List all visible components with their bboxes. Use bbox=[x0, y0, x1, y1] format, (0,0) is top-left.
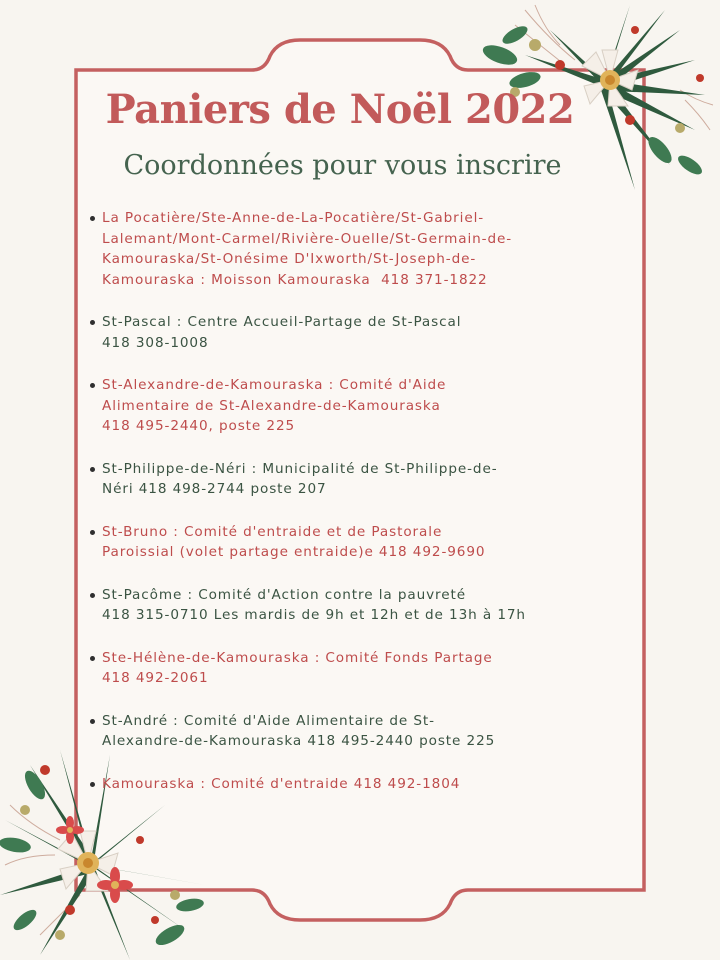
entry-line: St-Pascal : Centre Accueil-Partage de St-Pascal bbox=[102, 314, 462, 330]
entry-line: Néri 418 498-2744 poste 207 bbox=[102, 481, 327, 497]
entry-line: Paroissial (volet partage entraide)e 418 492-9690 bbox=[102, 544, 486, 560]
entry-line: St-Bruno : Comité d'entraide et de Pastorale bbox=[102, 523, 443, 540]
list-item bbox=[102, 312, 650, 353]
list-item bbox=[102, 522, 650, 563]
entry-line: Lalemant/Mont-Carmel/Rivière-Ouelle/St-Germain-de- bbox=[102, 230, 513, 247]
entry-line: 418 492-2061 bbox=[102, 670, 209, 686]
list-item bbox=[102, 585, 650, 626]
entry-line: Kamouraska/St-Onésime D'Ixworth/St-Joseph-de- bbox=[102, 251, 477, 267]
entry-line: St-Philippe-de-Néri : Municipalité de St-Philippe-de- bbox=[102, 460, 498, 477]
entry-line: Alexandre-de-Kamouraska 418 495-2440 poste 225 bbox=[102, 733, 496, 749]
entry-line: Kamouraska : Moisson Kamouraska 418 371-1822 bbox=[102, 271, 488, 288]
entry-line: St-André : Comité d'Aide Alimentaire de St- bbox=[102, 712, 435, 729]
entry-line: La Pocatière/Ste-Anne-de-La-Pocatière/St-Gabriel- bbox=[102, 210, 485, 226]
list-item bbox=[102, 711, 650, 752]
entry-line: 418 315-0710 Les mardis de 9h et 12h et de 13h à 17h bbox=[102, 607, 526, 623]
list-item bbox=[102, 459, 650, 500]
entry-line: St-Alexandre-de-Kamouraska : Comité d'Aide bbox=[102, 377, 447, 393]
list-item bbox=[102, 208, 650, 290]
list-item bbox=[102, 375, 650, 437]
entry-line: St-Pacôme : Comité d'Action contre la pauvreté bbox=[102, 586, 467, 603]
entry-line: Kamouraska : Comité d'entraide 418 492-1804 bbox=[102, 775, 461, 792]
entry-line: Alimentaire de St-Alexandre-de-Kamouraska bbox=[102, 397, 441, 414]
list-item bbox=[102, 648, 650, 689]
page-title: Paniers de Noël 2022 bbox=[105, 86, 575, 133]
entry-line: Ste-Hélène-de-Kamouraska : Comité Fonds Partage bbox=[102, 649, 493, 666]
page-subtitle: Coordonnées pour vous inscrire bbox=[123, 150, 562, 181]
registration-list bbox=[102, 208, 650, 816]
entry-line: 418 495-2440, poste 225 bbox=[102, 418, 296, 434]
entry-line: 418 308-1008 bbox=[102, 334, 209, 351]
list-item bbox=[102, 774, 650, 795]
